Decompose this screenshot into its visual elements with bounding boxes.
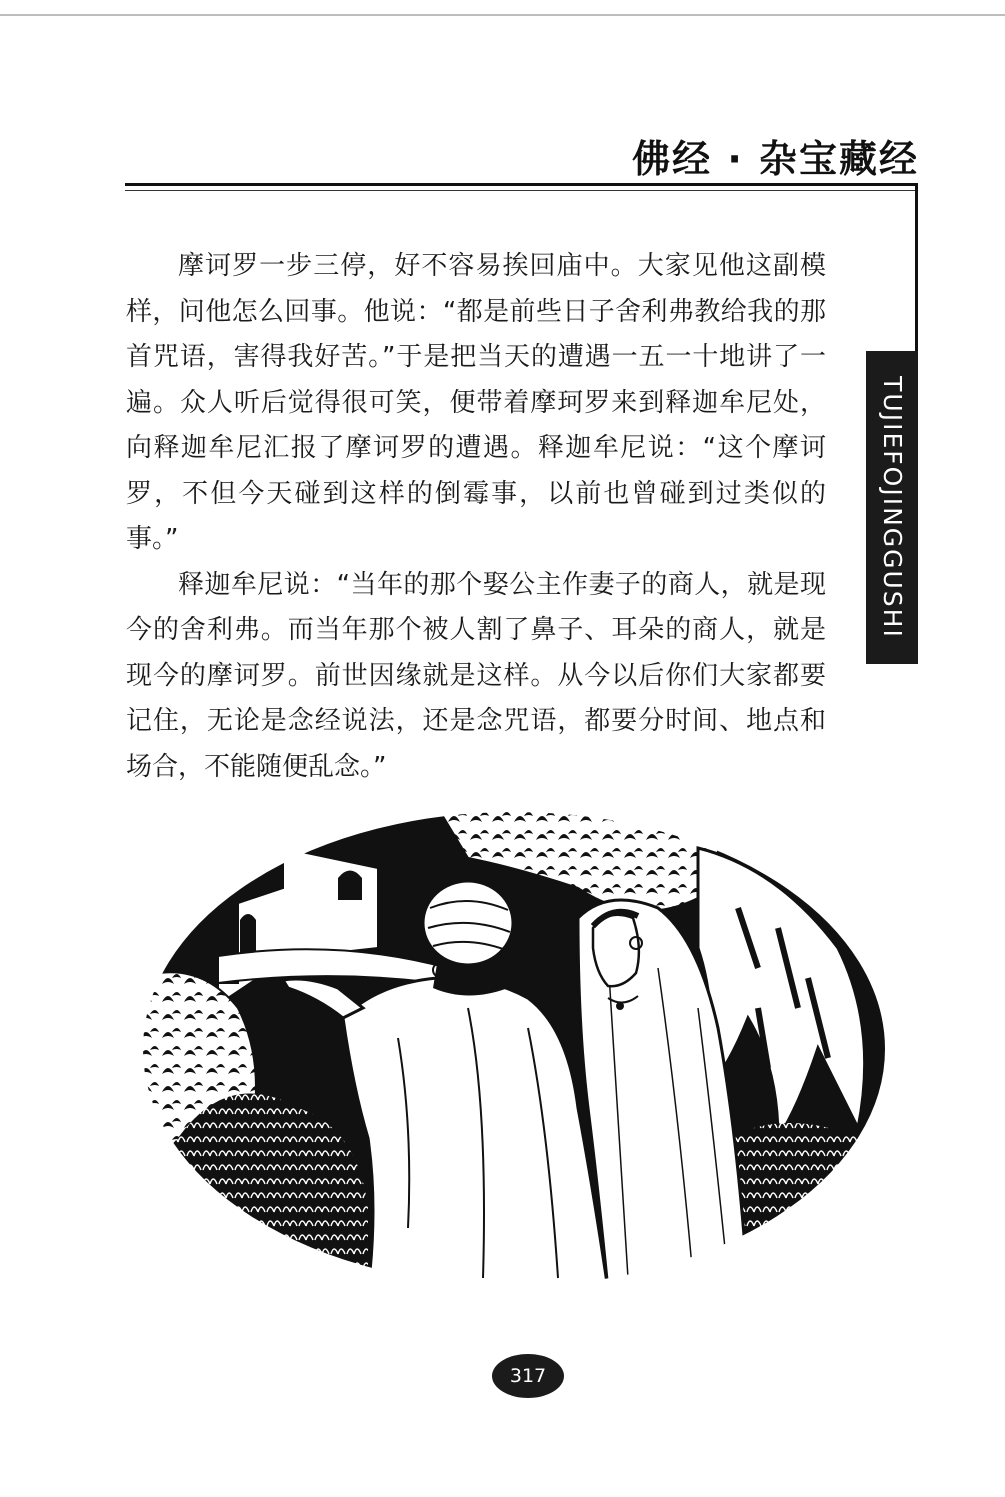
paragraph-2: 释迦牟尼说：“当年的那个娶公主作妻子的商人，就是现今的舍利弗。而当年那个被人割了鼻子、耳朵的商人，就是现今的摩诃罗。前世因缘就是这样。从今以后你们大家都要记住，无论是念经说法，还是念咒语，都要分时间、地点和场合，不能随便乱念。” — [126, 569, 826, 782]
oval-illustration — [138, 808, 890, 1290]
side-tab — [866, 351, 918, 664]
header-rule — [125, 183, 917, 186]
paragraph-1: 摩诃罗一步三停，好不容易挨回庙中。大家见他这副模样，问他怎么回事。他说：“都是前些日子舍利弗教给我的那首咒语，害得我好苦。”于是把当天的遭遇一五一十地讲了一遍。众人听后觉得很可笑，便带着摩珂罗来到释迦牟尼处，向释迦牟尼汇报了摩诃罗的遭遇。释迦牟尼说：“这个摩诃罗，不但今天碰到这样的倒霉事，以前也曾碰到过类似的事。” — [126, 251, 826, 554]
page-number-badge: 317 — [492, 1354, 564, 1398]
top-edge-rule — [0, 14, 1005, 16]
running-header-title: 佛经 · 杂宝藏经 — [632, 137, 919, 181]
header-vertical-rule — [915, 183, 918, 351]
header-rule-thin — [125, 190, 917, 191]
body-text — [126, 244, 826, 790]
side-tab-label: TUJIEFOJINGGUSHI — [877, 376, 907, 639]
